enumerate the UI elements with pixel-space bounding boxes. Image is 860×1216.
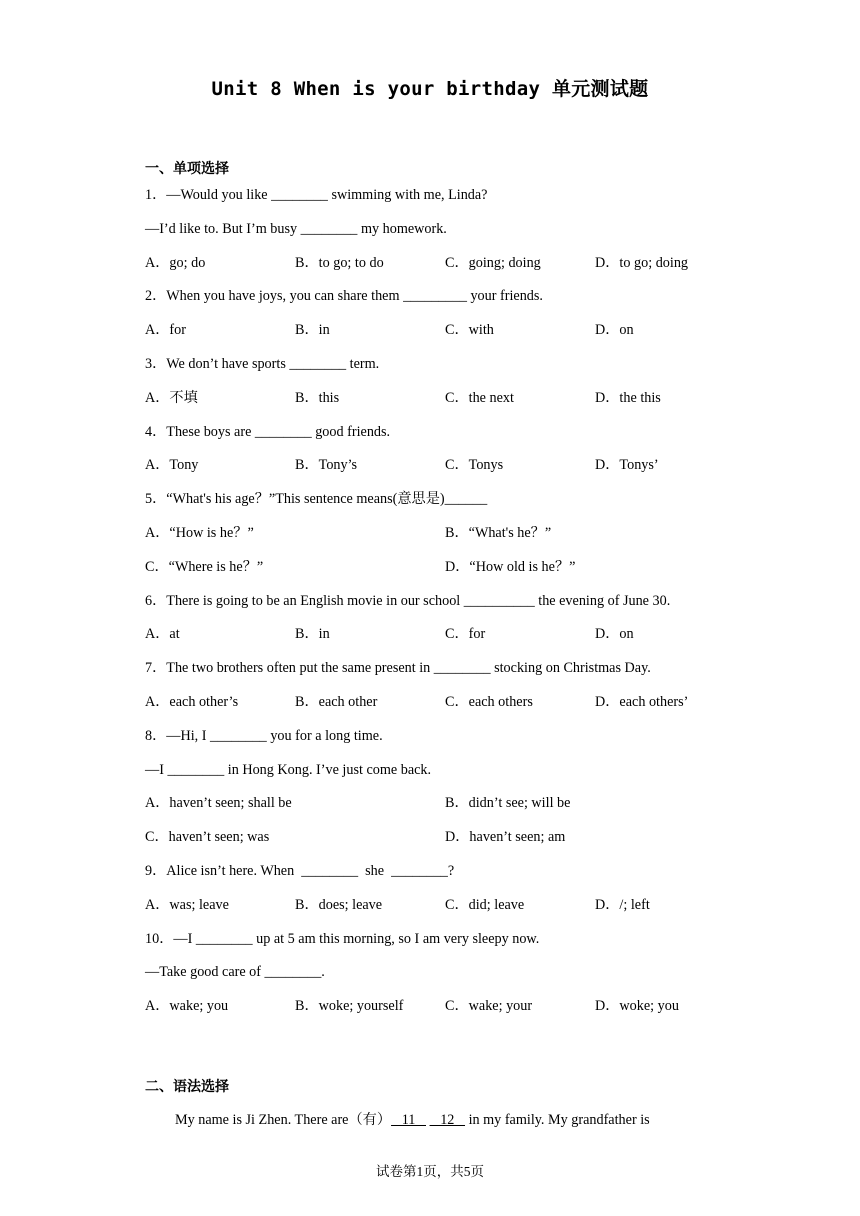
section-heading-grammar-choice: 二、语法选择 — [145, 1079, 229, 1095]
question-7-line-1: 7．The two brothers often put the same present in ________ stocking on Christmas Day. — [145, 660, 651, 676]
question-8-option-a: A．haven’t seen; shall be — [145, 795, 292, 811]
question-5-option-a: A．“How is he？” — [145, 525, 254, 541]
question-2-line-1: 2．When you have joys, you can share them _________ your friends. — [145, 288, 543, 304]
page-title: Unit 8 When is your birthday 单元测试题 — [211, 78, 649, 100]
blank-11: 11 — [391, 1112, 426, 1128]
question-3-option-b: B．this — [295, 390, 340, 406]
question-10-option-d: D．woke; you — [595, 998, 679, 1014]
question-7-option-c: C．each others — [445, 694, 533, 710]
question-5-line-1: 5．“What's his age？”This sentence means(意思是)______ — [145, 491, 488, 507]
question-4-option-b: B．Tony’s — [295, 457, 358, 473]
page-footer: 试卷第1页，共5页 — [376, 1164, 484, 1179]
question-8-line-1: 8．—Hi, I ________ you for a long time. — [145, 728, 383, 744]
question-5-option-b: B．“What's he？” — [445, 525, 552, 541]
question-10-line-1: 10．—I ________ up at 5 am this morning, so I am very sleepy now. — [145, 931, 540, 947]
question-10-option-a: A．wake; you — [145, 998, 229, 1014]
question-1-line-1: 1．—Would you like ________ swimming with me, Linda? — [145, 187, 488, 203]
question-1-option-d: D．to go; doing — [595, 255, 689, 271]
question-8-line-2: —I ________ in Hong Kong. I’ve just come back. — [145, 762, 432, 778]
question-10-line-2: —Take good care of ________. — [145, 964, 325, 980]
question-6-option-d: D．on — [595, 626, 634, 642]
question-9-option-a: A．was; leave — [145, 897, 229, 913]
question-3-line-1: 3．We don’t have sports ________ term. — [145, 356, 380, 372]
question-2-option-a: A．for — [145, 322, 186, 338]
blank-12: 12 — [429, 1112, 466, 1128]
passage-text-start: My name is Ji Zhen. There are（有） — [175, 1112, 392, 1128]
question-3-option-c: C．the next — [445, 390, 514, 406]
question-9-option-c: C．did; leave — [445, 897, 525, 913]
question-2-option-d: D．on — [595, 322, 634, 338]
question-8-option-d: D．haven’t seen; am — [445, 829, 566, 845]
question-3-option-a: A．不填 — [145, 390, 198, 406]
question-4-option-c: C．Tonys — [445, 457, 504, 473]
question-6-line-1: 6．There is going to be an English movie in our school __________ the evening of June 30. — [145, 593, 671, 609]
question-8-option-b: B．didn’t see; will be — [445, 795, 571, 811]
question-1-line-2: —I’d like to. But I’m busy ________ my homework. — [145, 221, 447, 237]
question-9-option-b: B．does; leave — [295, 897, 383, 913]
passage-text-end: in my family. My grandfather is — [465, 1112, 650, 1128]
question-4-option-a: A．Tony — [145, 457, 199, 473]
question-2-option-c: C．with — [445, 322, 494, 338]
question-7-option-d: D．each others’ — [595, 694, 689, 710]
question-7-option-b: B．each other — [295, 694, 378, 710]
question-9-option-d: D．/; left — [595, 897, 650, 913]
question-6-option-b: B．in — [295, 626, 330, 642]
question-6-option-c: C．for — [445, 626, 486, 642]
question-10-option-c: C．wake; your — [445, 998, 533, 1014]
question-6-option-a: A．at — [145, 626, 180, 642]
question-4-line-1: 4．These boys are ________ good friends. — [145, 424, 391, 440]
question-10-option-b: B．woke; yourself — [295, 998, 404, 1014]
question-1-option-b: B．to go; to do — [295, 255, 384, 271]
question-9-line-1: 9．Alice isn’t here. When ________ she ________? — [145, 863, 455, 879]
question-5-option-c: C．“Where is he？” — [145, 559, 264, 575]
section-heading-single-choice: 一、单项选择 — [145, 161, 229, 177]
question-3-option-d: D．the this — [595, 390, 661, 406]
question-5-option-d: D．“How old is he？” — [445, 559, 576, 575]
question-1-option-c: C．going; doing — [445, 255, 541, 271]
question-2-option-b: B．in — [295, 322, 330, 338]
question-1-option-a: A．go; do — [145, 255, 206, 271]
question-7-option-a: A．each other’s — [145, 694, 239, 710]
grammar-passage — [175, 1110, 650, 1130]
question-4-option-d: D．Tonys’ — [595, 457, 659, 473]
question-8-option-c: C．haven’t seen; was — [145, 829, 270, 845]
